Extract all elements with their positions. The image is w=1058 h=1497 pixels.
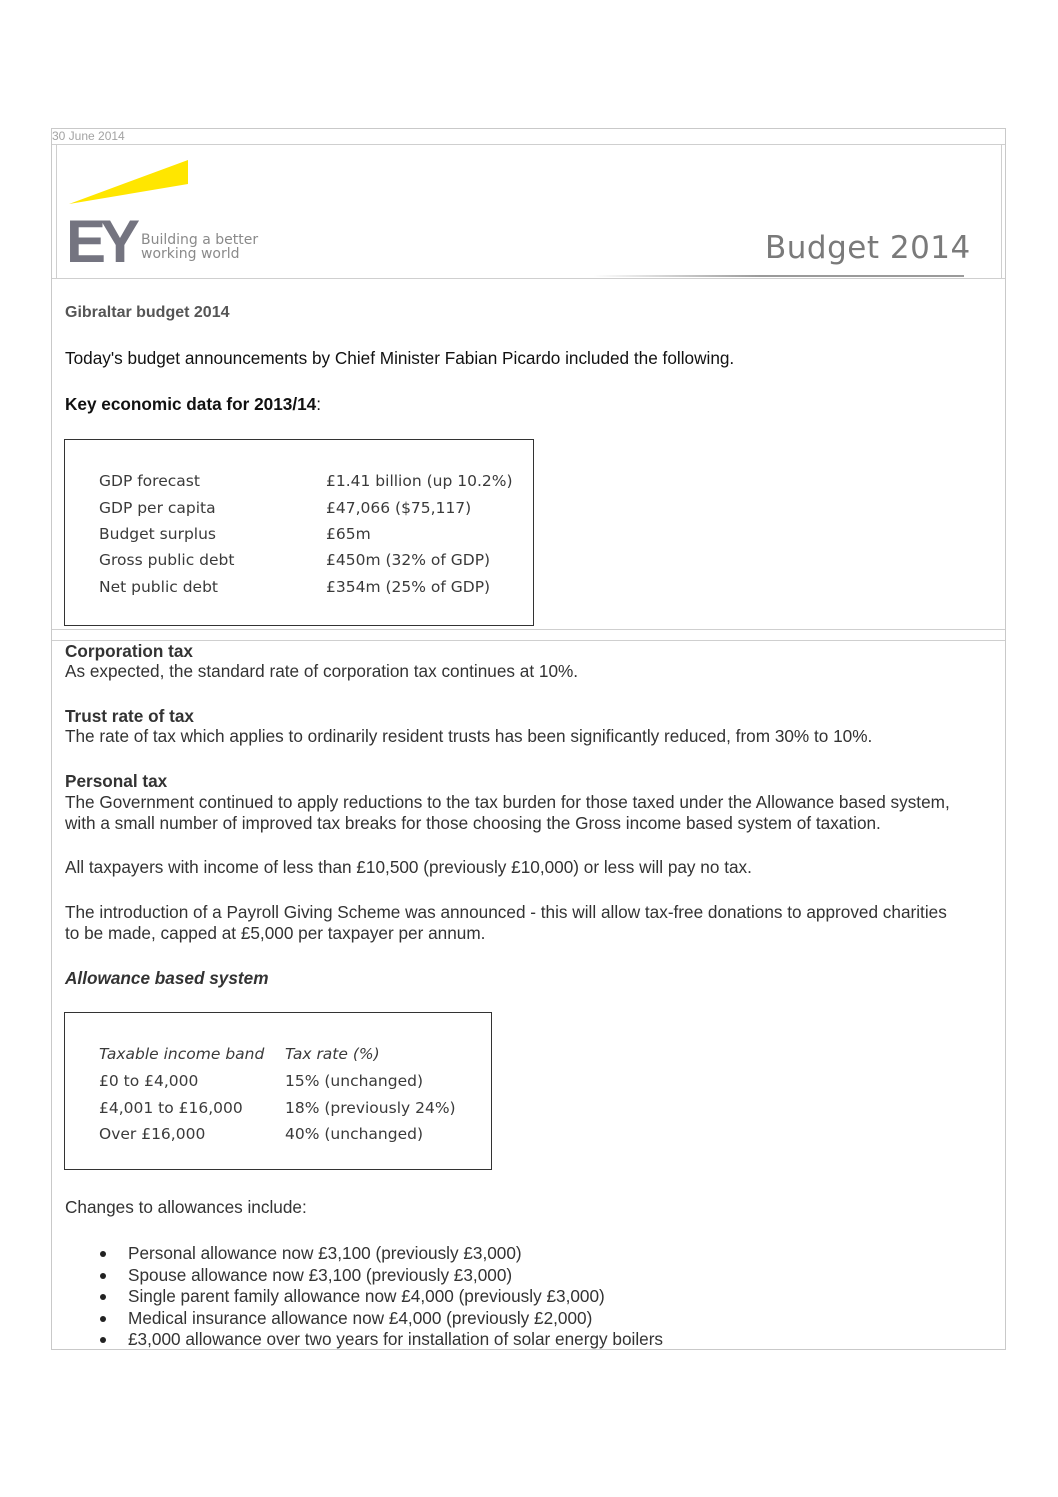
section-heading: Allowance based system [65,968,269,988]
bullet-icon [100,1273,106,1279]
divider [52,144,1005,145]
key-data-heading [65,394,321,415]
key-data-value: £65m [326,525,371,543]
paragraph: All taxpayers with income of less than £10,500 (previously £10,000) or less will pay no tax. [65,857,752,877]
key-data-heading-colon: : [316,394,322,414]
section-heading: Personal tax [65,771,168,791]
key-data-label: GDP forecast [99,472,200,490]
list-item [65,1286,663,1308]
tax-rate-table [64,1012,492,1170]
bullet-icon [100,1337,106,1343]
list-item [65,1329,663,1351]
table-cell-band: £0 to £4,000 [99,1072,199,1090]
divider [52,278,1005,279]
paragraph: As expected, the standard rate of corporation tax continues at 10%. [65,661,579,681]
key-data-label: Gross public debt [99,551,235,569]
list-item-text: Personal allowance now £3,100 (previously £3,000) [128,1243,522,1263]
logo-beam-icon [69,160,188,204]
key-data-value: £47,066 ($75,117) [326,499,472,517]
table-cell-band: £4,001 to £16,000 [99,1099,243,1117]
table-header-band: Taxable income band [99,1045,265,1063]
key-data-value: £354m (25% of GDP) [326,578,491,596]
key-data-label: Budget surplus [99,525,216,543]
paragraph-line: The introduction of a Payroll Giving Scheme was announced - this will allow tax-free donations to approved charities [65,902,947,922]
intro-text: Today's budget announcements by Chief Minister Fabian Picardo included the following. [65,348,735,368]
logo-tagline-line: Building a better [141,232,259,248]
paragraph-line: The Government continued to apply reductions to the tax burden for those taxed under the Allowance based system, [65,792,950,812]
budget-title: Budget 2014 [765,230,971,266]
list-item-text: Medical insurance allowance now £4,000 (previously £2,000) [128,1307,593,1328]
divider [1001,145,1002,278]
key-data-box [64,439,534,626]
divider [56,145,57,278]
paragraph-line: with a small number of improved tax breaks for those choosing the Gross income based system of taxation. [65,813,881,833]
divider [52,629,1005,630]
document-heading: Gibraltar budget 2014 [65,304,230,321]
allowances-intro: Changes to allowances include: [65,1197,307,1217]
table-cell-band: Over £16,000 [99,1125,206,1143]
logo-tagline-line: working world [141,246,240,262]
key-data-value: £1.41 billion (up 10.2%) [326,472,513,490]
title-underline [593,275,964,277]
key-data-heading-text: Key economic data for 2013/14 [65,394,317,414]
allowances-list [65,1243,663,1351]
logo-tagline [141,233,258,261]
paragraph: The rate of tax which applies to ordinarily resident trusts has been significantly reduced, from 30% to 10%. [65,726,873,746]
bullet-icon [100,1251,106,1257]
key-data-label: Net public debt [99,578,218,596]
bullet-icon [100,1294,106,1300]
list-item-text: Single parent family allowance now £4,000 (previously £3,000) [128,1286,605,1307]
date-label: 30 June 2014 [52,129,125,143]
key-data-value: £450m (32% of GDP) [326,551,491,569]
section-heading: Corporation tax [65,641,193,661]
list-item-text: £3,000 allowance over two years for installation of solar energy boilers [128,1329,664,1350]
list-item [65,1243,663,1265]
table-header-rate: Tax rate (%) [285,1045,380,1063]
list-item [65,1308,663,1330]
bullet-icon [100,1316,106,1322]
logo-letters: EY [66,208,135,268]
table-cell-rate: 15% (unchanged) [285,1072,424,1090]
list-item [65,1265,663,1287]
table-cell-rate: 18% (previously 24%) [285,1099,456,1117]
key-data-label: GDP per capita [99,499,216,517]
list-item-text: Spouse allowance now £3,100 (previously £3,000) [128,1264,513,1285]
divider [52,640,1005,641]
table-cell-rate: 40% (unchanged) [285,1125,424,1143]
section-heading: Trust rate of tax [65,706,194,726]
paragraph-line: to be made, capped at £5,000 per taxpayer per annum. [65,923,486,943]
